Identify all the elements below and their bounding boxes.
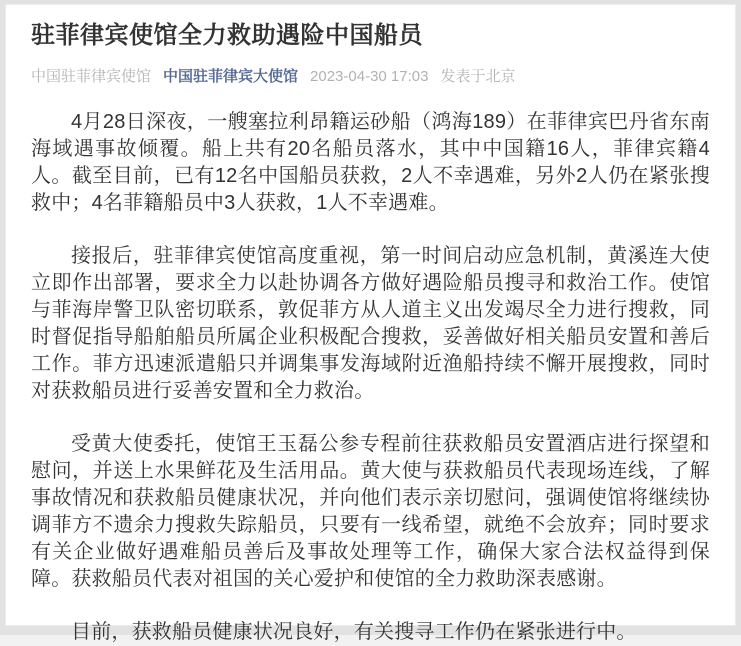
publish-timestamp: 2023-04-30 17:03: [310, 68, 429, 85]
article-body: [31, 109, 710, 646]
article-paragraph: 目前，获救船员健康状况良好，有关搜寻工作仍在紧张进行中。: [71, 621, 637, 643]
article-paragraph: 接报后，驻菲律宾使馆高度重视，第一时间启动应急机制，黄溪连大使立即作出部署，要求全力以赴协调各方做好遇险船员搜寻和救治工作。使馆与菲海岸警卫队密切联系，敦促菲方从人道主义出发竭尽全力进行搜救，同时督促指导船舶船员所属企业积极配合搜救，妥善做好相关船员安置和善后工作。菲方迅速派遣船只并调集事发海域附近渔船持续不懈开展搜救，同时对获救船员进行妥善安置和全力救治。: [31, 245, 710, 402]
article-card: [5, 4, 736, 643]
article-meta: [31, 67, 710, 87]
publish-location-label: 发表于北京: [440, 68, 516, 85]
source-name-label: 中国驻菲律宾使馆: [31, 68, 152, 85]
article-paragraph: 受黄大使委托，使馆王玉磊公参专程前往获救船员安置酒店进行探望和慰问，并送上水果鲜花及生活用品。黄大使与获救船员代表现场连线，了解事故情况和获救船员健康状况，并向他们表示亲切慰问，强调使馆将继续协调菲方不遗余力搜救失踪船员，只要有一线希望，就绝不会放弃；同时要求有关企业做好遇难船员善后及事故处理等工作，确保大家合法权益得到保障。获救船员代表对祖国的关心爱护和使馆的全力救助深表感谢。: [31, 433, 710, 590]
article-title: 驻菲律宾使馆全力救助遇险中国船员: [31, 22, 423, 49]
official-account-link[interactable]: 中国驻菲律宾大使馆: [163, 68, 299, 85]
article-paragraph: 4月28日深夜，一艘塞拉利昂籍运砂船（鸿海189）在菲律宾巴丹省东南海域遇事故倾覆。船上共有20名船员落水，其中中国籍16人，菲律宾籍4人。截至目前，已有12名中国船员获救，2人不幸遇难，另外2人仍在紧张搜救中；4名菲籍船员中3人获救，1人不幸遇难。: [31, 111, 710, 214]
